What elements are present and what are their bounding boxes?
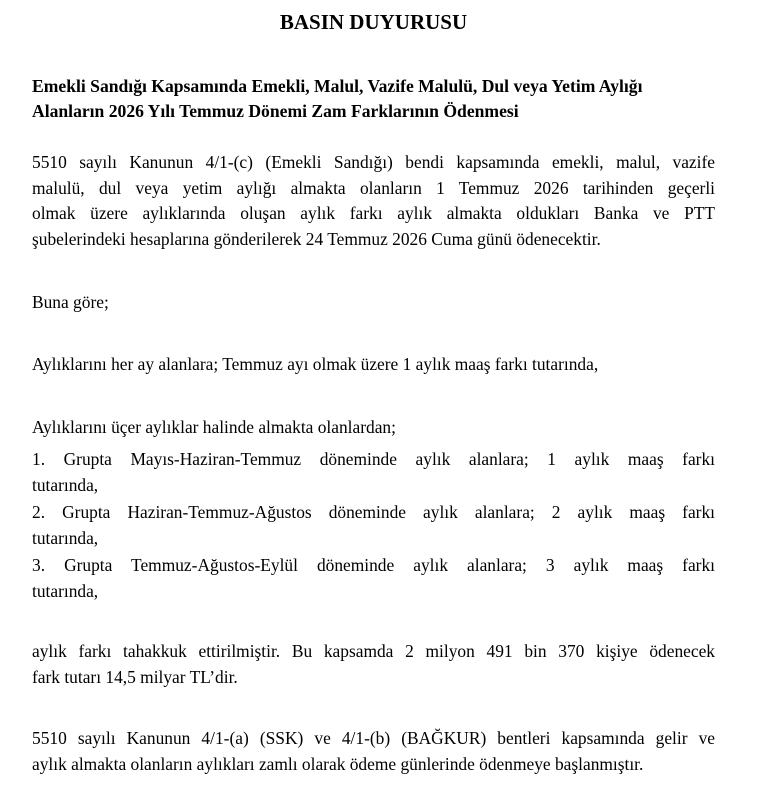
intro-line-2: malulü, dul veya yetim aylığı almakta olanların 1 Temmuz 2026 tarihinden geçerli — [32, 177, 715, 198]
quarterly-intro-paragraph: Aylıklarını üçer aylıklar halinde almakta olanlardan; — [32, 417, 396, 437]
intro-line-1: 5510 sayılı Kanunun 4/1-(c) (Emekli Sandığı) bendi kapsamında emekli, malul, vazife — [32, 152, 715, 172]
subtitle-line-2: Alanların 2026 Yılı Temmuz Dönemi Zam Farklarının Ödenmesi — [32, 101, 519, 121]
accrual-line-1: aylık farkı tahakkuk ettirilmiştir. Bu kapsamda 2 milyon 491 bin 370 kişiye ödenecek — [32, 641, 715, 661]
group-1-line-1: 1. Grupta Mayıs-Haziran-Temmuz döneminde aylık alanlara; 1 aylık maaş farkı — [32, 449, 715, 469]
intro-paragraph — [32, 150, 715, 252]
group-2-line-1: 2. Grupta Haziran-Temmuz-Ağustos döneminde aylık alanlara; 2 aylık maaş farkı — [32, 502, 715, 522]
accrual-line-2: fark tutarı 14,5 milyar TL’dir. — [32, 666, 238, 687]
group-1-line-2: tutarında, — [32, 474, 99, 495]
group-3-item — [32, 553, 715, 604]
buna-gore-paragraph: Buna göre; — [32, 292, 109, 312]
group-2-line-2: tutarında, — [32, 527, 99, 548]
group-2-item — [32, 500, 715, 551]
intro-line-4: şubelerindeki hesaplarına gönderilerek 24 Temmuz 2026 Cuma günü ödenecektir. — [32, 228, 601, 249]
intro-line-3: olmak üzere aylıklarında oluşan aylık farkı aylık almakta oldukları Banka ve PTT — [32, 203, 715, 223]
document-subtitle — [32, 74, 715, 124]
subtitle-line-1: Emekli Sandığı Kapsamında Emekli, Malul, Vazife Malulü, Dul veya Yetim Aylığı — [32, 76, 643, 96]
ssk-bagkur-paragraph — [32, 726, 715, 777]
group-3-line-2: tutarında, — [32, 580, 99, 601]
document-title: BASIN DUYURUSU — [279, 10, 468, 34]
monthly-paragraph: Aylıklarını her ay alanlara; Temmuz ayı olmak üzere 1 aylık maaş farkı tutarında, — [32, 354, 599, 374]
accrual-paragraph — [32, 639, 715, 690]
group-3-line-1: 3. Grupta Temmuz-Ağustos-Eylül döneminde aylık alanlara; 3 aylık maaş farkı — [32, 555, 715, 575]
ssk-line-1: 5510 sayılı Kanunun 4/1-(a) (SSK) ve 4/1-(b) (BAĞKUR) bentleri kapsamında gelir ve — [32, 728, 715, 748]
ssk-line-2: aylık almakta olanların aylıkları zamlı olarak ödeme günlerinde ödenmeye başlanmıştır. — [32, 753, 644, 774]
group-1-item — [32, 447, 715, 498]
